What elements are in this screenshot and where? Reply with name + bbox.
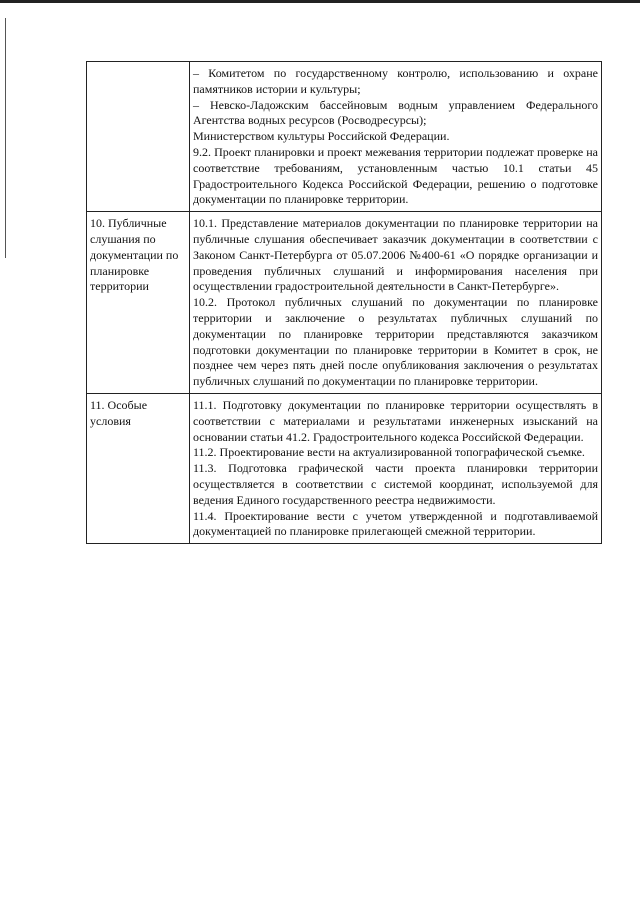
paragraph: – Комитетом по государственному контролю, использованию и охране памятников истории и культуры; <box>193 66 598 96</box>
paragraph: Министерством культуры Российской Федерации. <box>193 129 450 144</box>
terms-table <box>86 61 602 544</box>
paragraph: 9.2. Проект планировки и проект межевания территории подлежат проверке на соответствие требованиям, установленным частью 10.1 статьи 45 Градостроительного Кодекса Российской Федерации, решению о подготовке документации по планировке территории. <box>193 144 598 207</box>
paragraph: 10.2. Протокол публичных слушаний по документации по планировке территории и заключение о результатах публичных слушаний по документации по планировке территории представляются заказчиком подготовки документации по планировке территории в Комитет в срок, не позднее чем через пять дней после опубликования заключения о результатах публичных слушаний по документации по планировке территории. <box>193 295 598 389</box>
paragraph: – Невско-Ладожским бассейновым водным управлением Федерального Агентства водных ресурсов (Росводресурсы); <box>193 97 598 128</box>
table-row <box>87 212 602 394</box>
row-label: 10. Публичные слушания по документации по планировке территории <box>90 216 179 294</box>
page-top-rule <box>0 0 640 3</box>
paragraph: 11.4. Проектирование вести с учетом утвержденной и подготавливаемой документацией по планировке прилегающей смежной территории. <box>193 508 598 539</box>
paragraph: 11.2. Проектирование вести на актуализированной топографической съемке. <box>193 445 585 460</box>
row-label-cell <box>87 62 190 212</box>
row-content-cell <box>190 212 602 394</box>
row-label-cell <box>87 393 190 543</box>
row-content-cell <box>190 393 602 543</box>
scan-margin-line <box>5 18 6 258</box>
row-label-cell <box>87 212 190 394</box>
table-row <box>87 62 602 212</box>
row-label: 11. Особые условия <box>90 397 148 428</box>
paragraph: 10.1. Представление материалов документации по планировке территории на публичные слушания обеспечивает заказчик документации в соответствии с Законом Санкт-Петербурга от 05.07.2006 №400-61 «О порядке организации и проведения публичных слушаний и информирования населения при осуществлении градостроительной деятельности в Санкт-Петербурге». <box>193 216 598 294</box>
paragraph: 11.3. Подготовка графической части проекта планировки территории осуществляется в соответствии с системой координат, используемой для ведения Единого государственного реестра недвижимости. <box>193 461 598 507</box>
row-content-cell <box>190 62 602 212</box>
paragraph: 11.1. Подготовку документации по планировке территории осуществлять в соответствии с материалами и результатами инженерных изысканий на основании статьи 41.2. Градостроительного кодекса Российской Федерации. <box>193 397 598 444</box>
table-row <box>87 393 602 543</box>
